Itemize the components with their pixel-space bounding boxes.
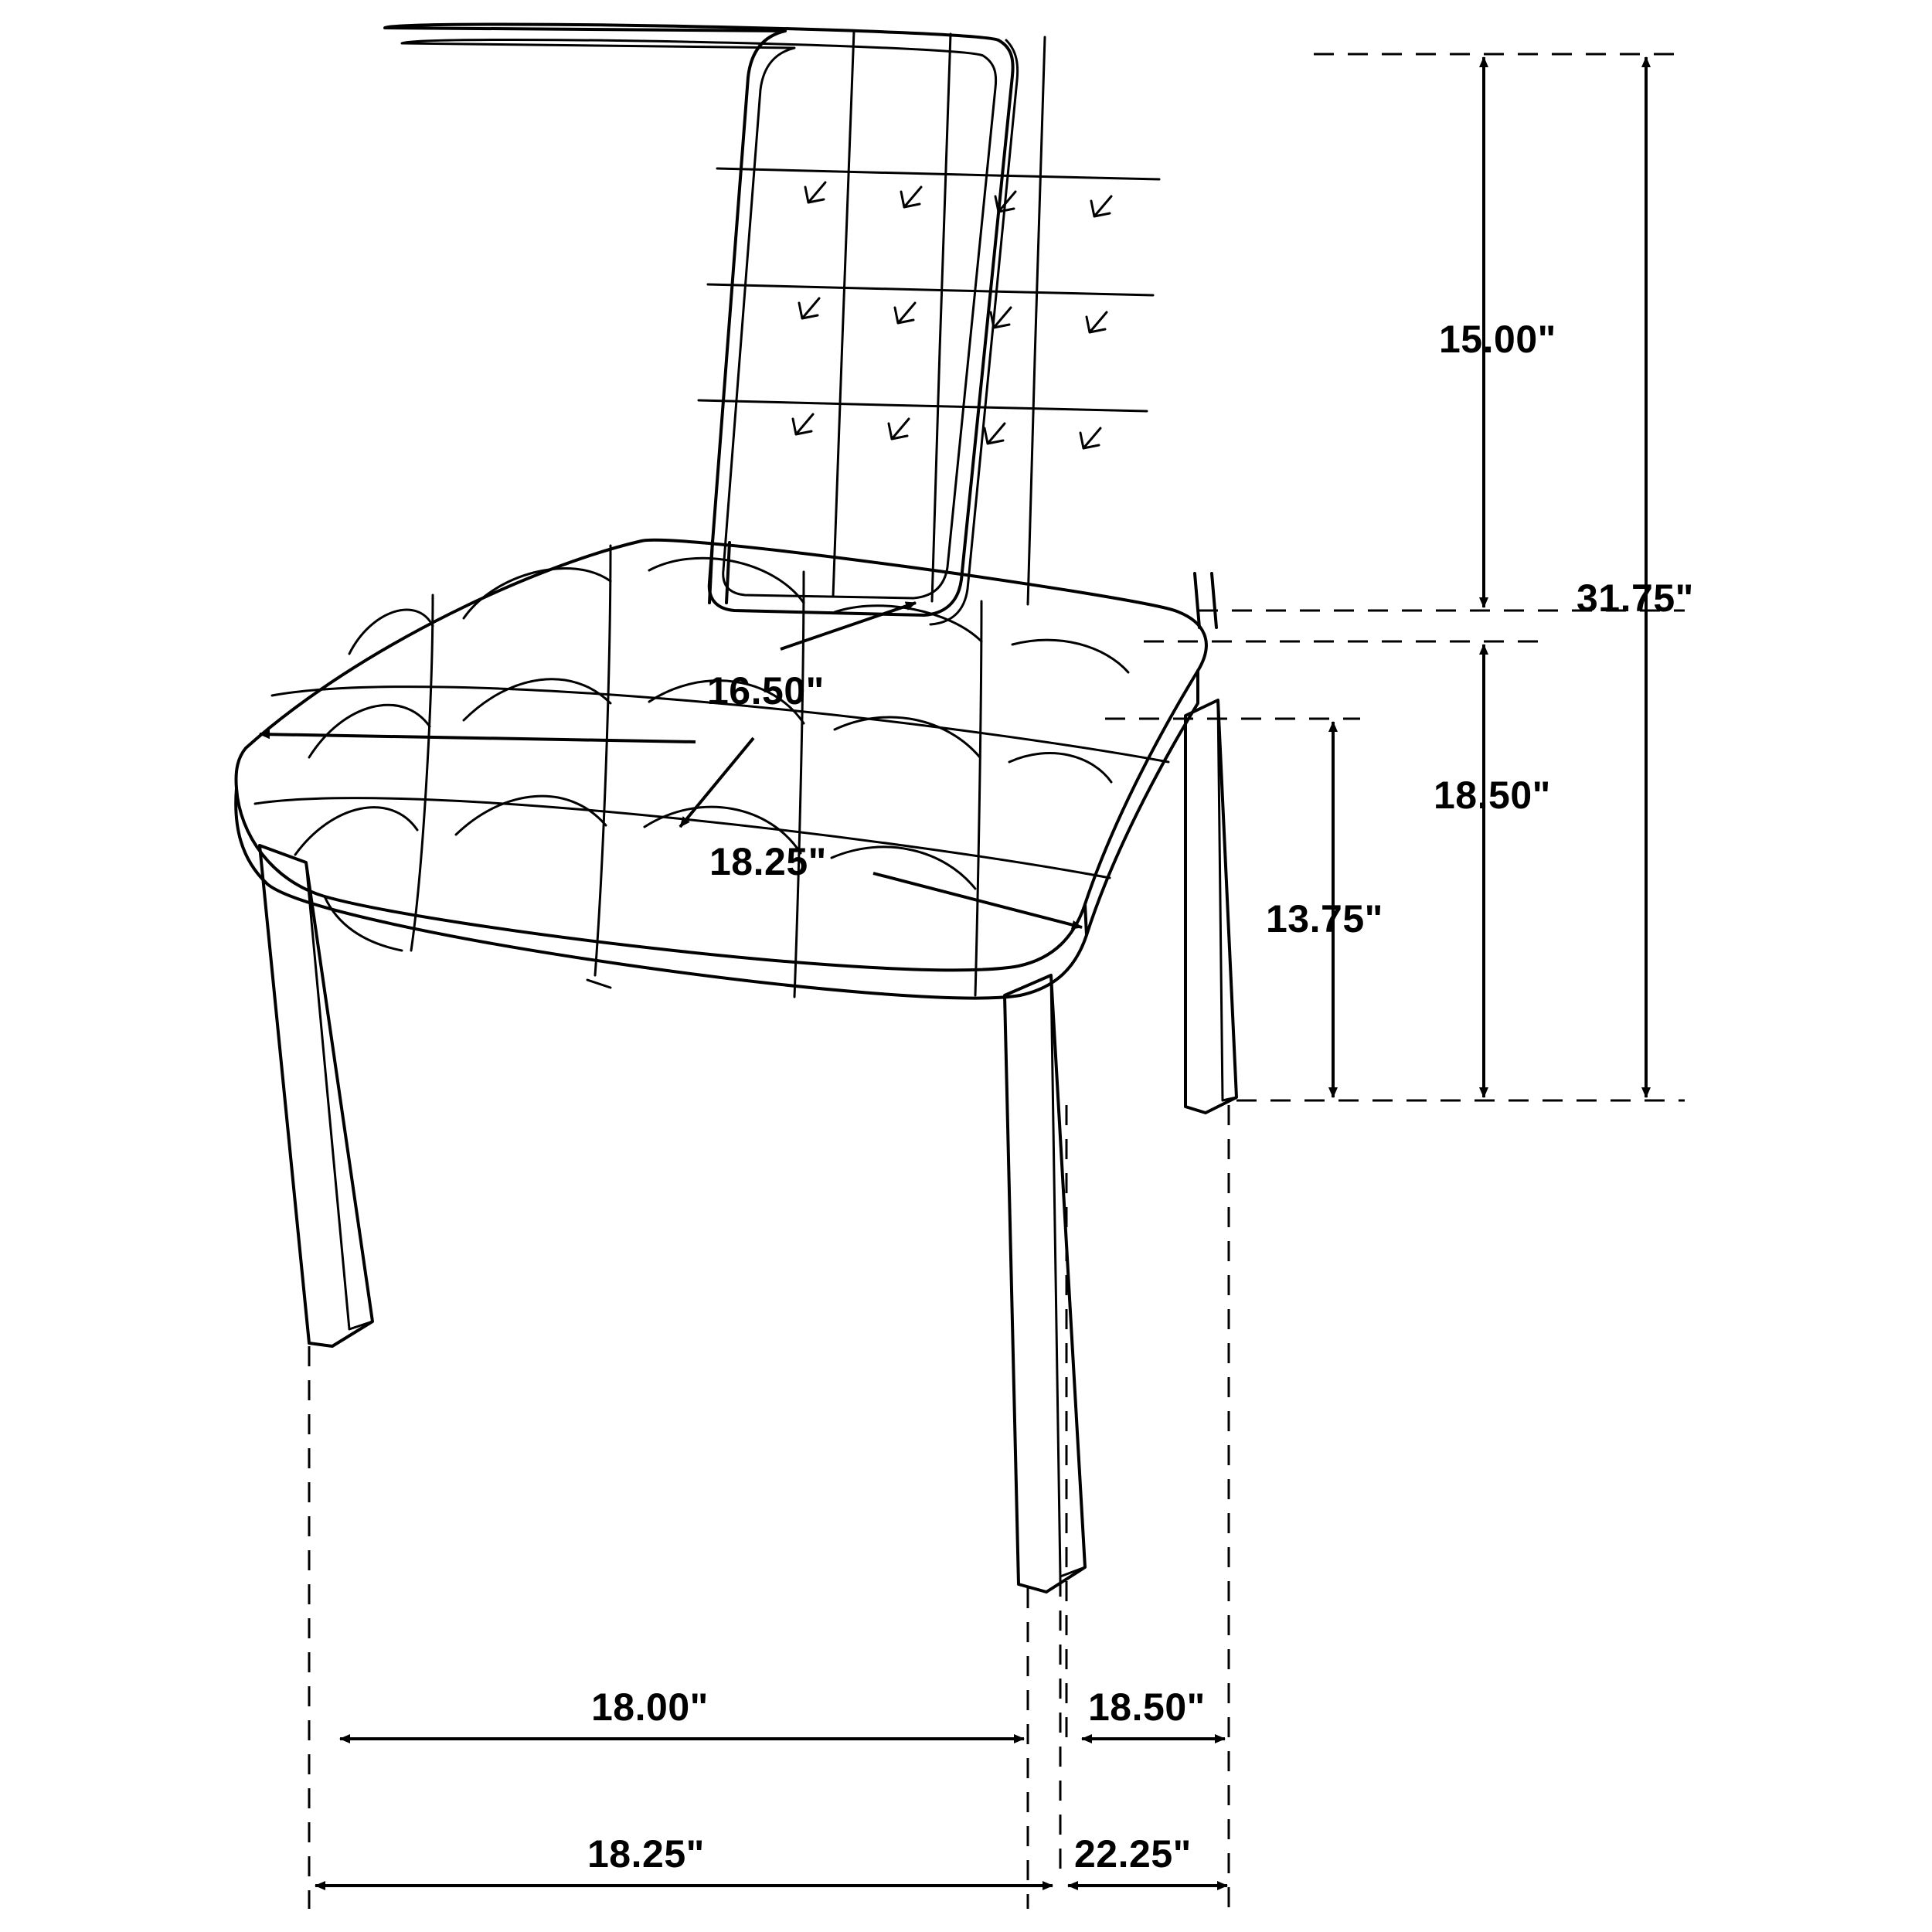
chair-outline (236, 24, 1236, 1592)
dimension-label-overall-depth: 22.25" (1074, 1832, 1192, 1876)
dimension-label-overall-height: 31.75" (1577, 577, 1694, 620)
dimension-label-seat-height: 13.75" (1266, 897, 1383, 940)
dimension-label-leg-span-front: 18.00" (591, 1685, 709, 1729)
chair-back-cushion (385, 24, 1159, 624)
dimension-label-back-height: 15.00" (1439, 318, 1556, 361)
dimension-label-seat-depth: 16.50" (707, 669, 825, 713)
dimension-label-seat-frame-height: 18.50" (1434, 774, 1551, 817)
dimension-line-seat-width (260, 734, 1082, 927)
dimension-label-overall-width: 18.25" (587, 1832, 705, 1876)
dimension-label-leg-span-side: 18.50" (1088, 1685, 1206, 1729)
dimension-label-seat-width: 18.25" (709, 840, 827, 883)
chair-legs (260, 700, 1236, 1592)
